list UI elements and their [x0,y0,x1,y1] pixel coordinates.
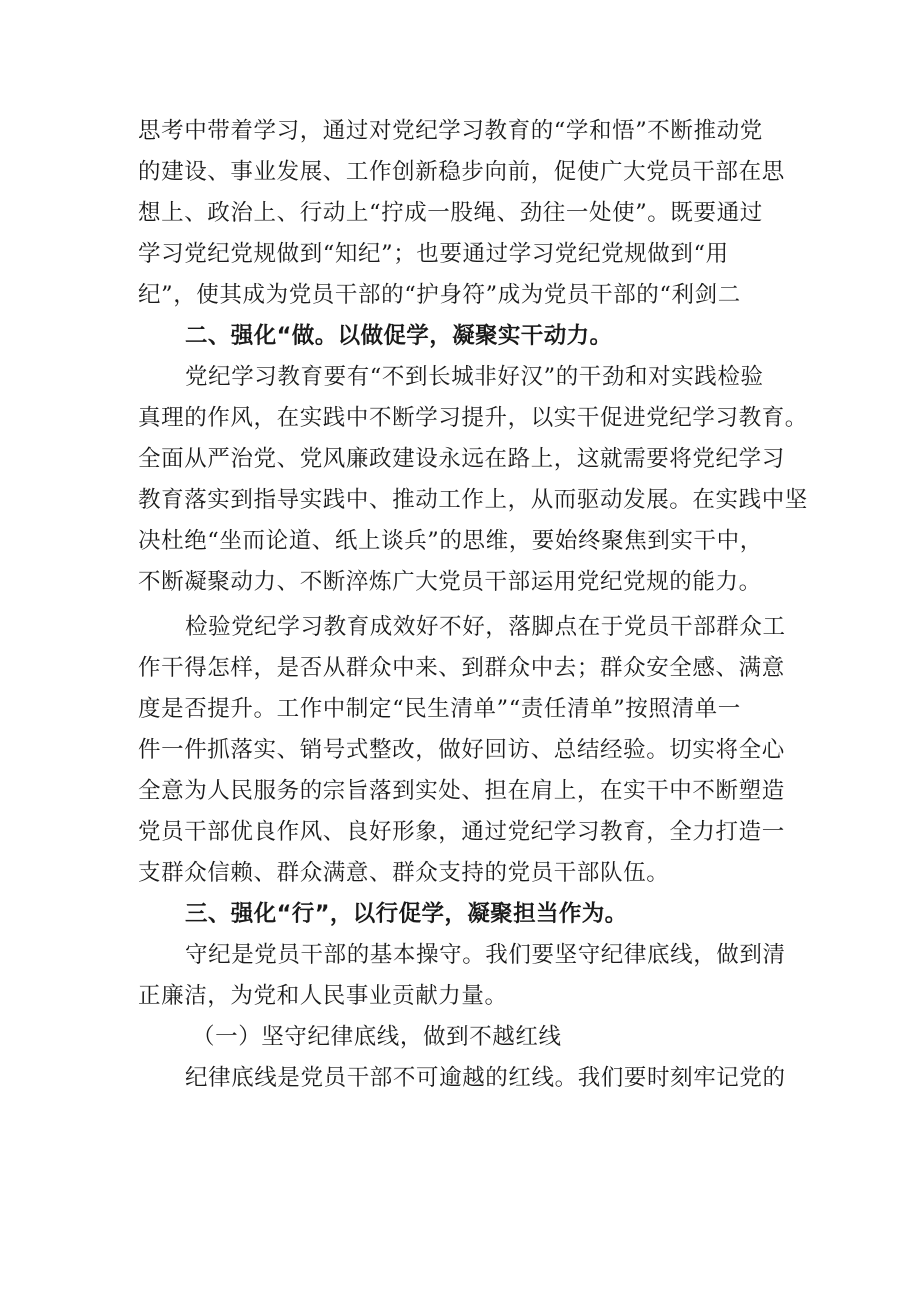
paragraph-line: 正廉洁，为党和人民事业贡献力量。 [138,983,508,1009]
paragraph-line: 不断凝聚动力、不断淬炼广大党员干部运用党纪党规的能力。 [138,569,762,595]
paragraph-line: 党纪学习教育要有“不到长城非好汉”的干劲和对实践检验 [185,364,764,390]
paragraph-line: 度是否提升。工作中制定“民生清单”“责任清单”按照清单一 [138,696,741,722]
paragraph-line: 决杜绝“坐而论道、纸上谈兵”的思维，要始终聚焦到实干中， [138,528,763,554]
paragraph-line: 支群众信赖、群众满意、群众支持的党员干部队伍。 [138,860,670,886]
subheading-one: （一）坚守纪律底线，做到不越红线 [192,1024,562,1050]
paragraph-line: 件一件抓落实、销号式整改，做好回访、总结经验。切实将全心 [138,737,785,763]
paragraph-line: 教育落实到指导实践中、推动工作上，从而驱动发展。在实践中坚 [138,487,808,513]
paragraph-line: 全意为人民服务的宗旨落到实处、担在肩上，在实干中不断塑造 [138,778,785,804]
paragraph-line: 作干得怎样，是否从群众中来、到群众中去；群众安全感、满意 [138,655,785,681]
paragraph-line: 守纪是党员干部的基本操守。我们要坚守纪律底线，做到清 [185,942,786,968]
section-heading-two: 二、强化“做。以做促学，凝聚实干动力。 [185,323,613,349]
paragraph-line: 学习党纪党规做到“知纪”；也要通过学习党纪党规做到“用 [138,241,729,267]
paragraph-line: 全面从严治党、党风廉政建设永远在路上，这就需要将党纪学习 [138,446,785,472]
paragraph-line: 纪律底线是党员干部不可逾越的红线。我们要时刻牢记党的 [185,1065,786,1091]
paragraph-line: 思考中带着学习，通过对党纪学习教育的“学和悟”不断推动党 [138,118,763,144]
paragraph-line: 党员干部优良作风、良好形象，通过党纪学习教育，全力打造一 [138,819,785,845]
paragraph-line: 检验党纪学习教育成效好不好，落脚点在于党员干部群众工 [185,614,786,640]
section-heading-three: 三、强化“行”，以行促学，凝聚担当作为。 [185,901,628,927]
paragraph-line: 纪”，使其成为党员干部的“护身符”成为党员干部的“利剑二 [138,282,741,308]
paragraph-line: 想上、政治上、行动上“拧成一股绳、劲往一处使”。既要通过 [138,200,763,226]
paragraph-line: 的建设、事业发展、工作创新稳步向前，促使广大党员干部在思 [138,159,785,185]
paragraph-line: 真理的作风，在实践中不断学习提升，以实干促进党纪学习教育。 [138,405,808,431]
